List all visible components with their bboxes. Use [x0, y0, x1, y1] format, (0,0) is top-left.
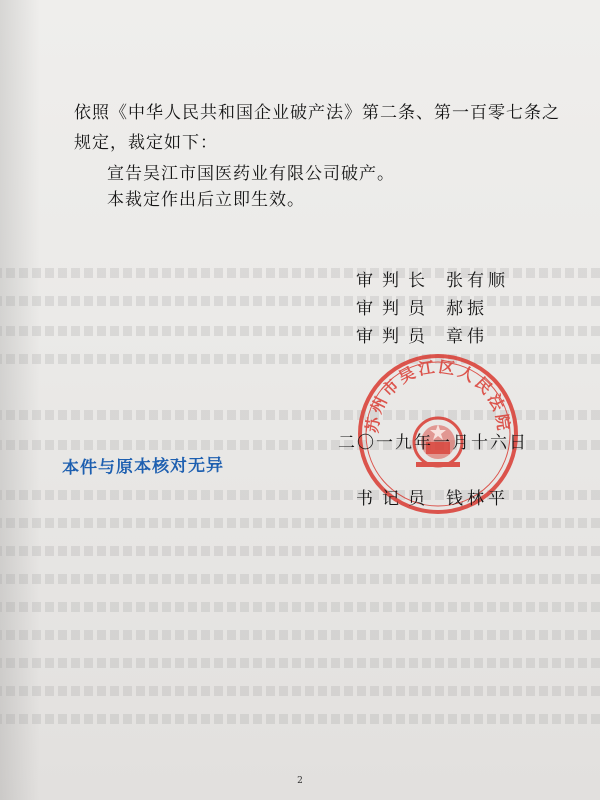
ruling-date: 二〇一九年一月十六日 [338, 433, 528, 453]
bleed-through [0, 574, 600, 584]
signature-judge-2 [356, 322, 488, 347]
bleed-through [0, 658, 600, 668]
bleed-through [0, 326, 600, 336]
ruling-effective: 本裁定作出后立即生效。 [107, 190, 305, 210]
ruling-decision: 宣告吴江市国医药业有限公司破产。 [107, 164, 395, 184]
signature-clerk [356, 484, 509, 509]
signature-role: 审判员 [356, 327, 434, 347]
page-number: 2 [297, 776, 303, 786]
bleed-through [0, 714, 600, 724]
verification-stamp: 本件与原本核对无异 [61, 455, 225, 479]
bleed-through [0, 630, 600, 640]
bleed-through [0, 602, 600, 612]
bleed-through [0, 686, 600, 696]
signature-role: 书记员 [356, 489, 434, 509]
page-shadow [0, 0, 40, 800]
signature-role: 审判员 [356, 299, 434, 319]
signature-name: 张有顺 [446, 271, 509, 291]
signature-name: 钱林平 [446, 489, 509, 509]
seal-text: 苏州市吴江区人民法院 [362, 357, 514, 435]
ruling-line-2: 规定，裁定如下： [74, 133, 218, 153]
signature-presiding-judge [356, 266, 509, 291]
ruling-line-1: 依照《中华人民共和国企业破产法》第二条、第一百零七条之 [74, 103, 560, 123]
bleed-through [0, 268, 600, 278]
bleed-through [0, 296, 600, 306]
bleed-through [0, 518, 600, 528]
signature-name: 郝振 [446, 299, 488, 319]
signature-name: 章伟 [446, 327, 488, 347]
signature-role: 审判长 [356, 271, 434, 291]
signature-judge-1 [356, 294, 488, 319]
bleed-through [0, 546, 600, 556]
